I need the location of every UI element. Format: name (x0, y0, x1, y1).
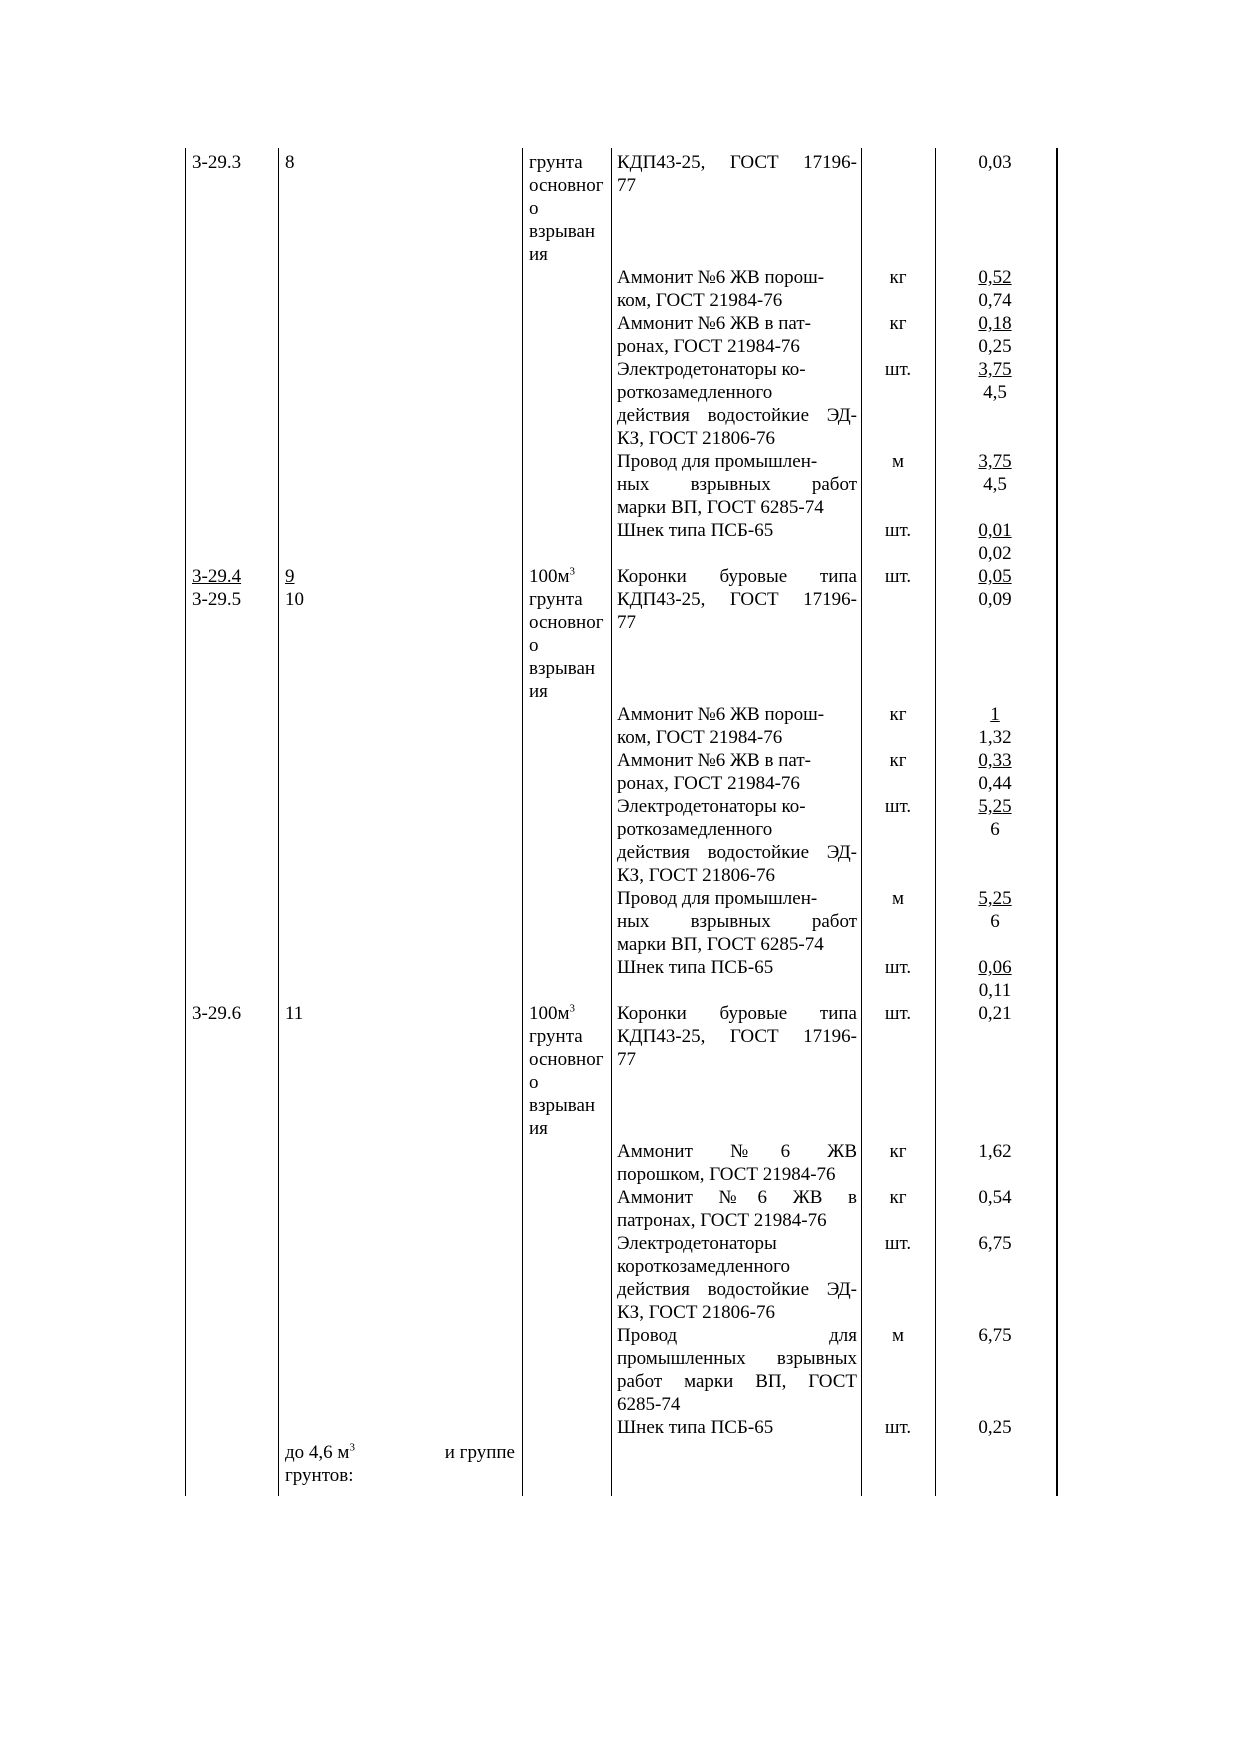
resource-unit: шт. (884, 1417, 912, 1438)
resource-line: 77 (617, 1049, 636, 1070)
resource-line: короткозамедленного (617, 1256, 790, 1277)
resource-line: КДП43-25, ГОСТ 17196- (617, 1026, 857, 1047)
norm-value-line: 5,25 (978, 796, 1012, 817)
unit-line: грунта (529, 589, 583, 610)
resource-name (617, 887, 857, 956)
resource-line: Электродетонаторы ко- (617, 796, 806, 817)
resource-name (617, 795, 857, 887)
norms-table (185, 148, 1060, 1496)
norm-value-line: 0,52 (978, 267, 1012, 288)
resource-line: марки ВП, ГОСТ 6285-74 (617, 934, 824, 955)
norm-value-line: 3,75 (978, 451, 1012, 472)
resource-line: ных взрывных работ (617, 911, 857, 932)
resource-line: Коронки буровые типа (617, 566, 857, 587)
resource-line: действия водостойкие ЭД- (617, 405, 857, 426)
position-number: 11 (285, 1003, 304, 1024)
norm-value: 0,25 (978, 1417, 1012, 1438)
resource-unit: шт. (884, 796, 912, 817)
resource-line: 77 (617, 175, 636, 196)
position-number (285, 565, 515, 611)
resource-line: Шнек типа ПСБ-65 (617, 957, 774, 978)
resource-name (617, 1186, 857, 1232)
resource-unit: шт. (884, 1003, 912, 1024)
norm-value-line: 5,25 (978, 888, 1012, 909)
position-code-line: 3-29.5 (192, 589, 242, 610)
unit-line: о (529, 1072, 539, 1093)
resource-line: ком, ГОСТ 21984-76 (617, 290, 783, 311)
unit-line: взрыван (529, 1095, 596, 1116)
footer-text: и группе (444, 1442, 515, 1463)
resource-unit: кг (889, 267, 907, 288)
resource-unit: шт. (884, 1233, 912, 1254)
resource-line: Шнек типа ПСБ-65 (617, 1417, 774, 1438)
unit-line: ия (529, 681, 548, 702)
unit-line: взрыван (529, 658, 596, 679)
norm-value (935, 703, 1055, 749)
unit-of-measure (529, 151, 607, 266)
norm-value-line: 0,02 (978, 543, 1012, 564)
norm-value-line: 0,18 (978, 313, 1012, 334)
resource-line: Электродетонаторы (617, 1233, 777, 1254)
unit-line: грунта (529, 152, 583, 173)
col-rule (1056, 148, 1058, 1496)
norm-value-line: 0,44 (978, 773, 1012, 794)
resource-line: Аммонит №6 ЖВ в пат- (617, 313, 811, 334)
resource-line: 6285-74 (617, 1394, 681, 1415)
norm-value (935, 749, 1055, 795)
resource-unit: кг (889, 704, 907, 725)
resource-line: Коронки буровые типа (617, 1003, 857, 1024)
position-code-line: 3-29.4 (192, 566, 242, 587)
unit-line (529, 565, 607, 588)
resource-line: КДП43-25, ГОСТ 17196- (617, 152, 857, 173)
resource-unit: шт. (884, 957, 912, 978)
unit-base: 100м (529, 566, 570, 587)
resource-name (617, 1232, 857, 1324)
unit-line: грунта (529, 1026, 583, 1047)
resource-name (617, 519, 857, 542)
norm-value-line: 0,01 (978, 520, 1012, 541)
resource-line: роткозамедленного (617, 819, 773, 840)
norm-value: 6,75 (978, 1325, 1012, 1346)
resource-line: Провод для промышлен- (617, 451, 818, 472)
resource-line: действия водостойкие ЭД- (617, 1279, 857, 1300)
unit-line: о (529, 198, 539, 219)
resource-unit: шт. (884, 359, 912, 380)
norm-value-line: 1,32 (978, 727, 1012, 748)
footer-volume (285, 1441, 355, 1464)
position-number-line: 9 (285, 566, 295, 587)
resource-unit: кг (889, 1187, 907, 1208)
resource-line: КЗ, ГОСТ 21806-76 (617, 1302, 776, 1323)
resource-line: Аммонит №6 ЖВ порош- (617, 267, 825, 288)
unit-line: взрыван (529, 221, 596, 242)
norm-value (935, 358, 1055, 404)
resource-line: Провод для (617, 1325, 857, 1346)
resource-line: роткозамедленного (617, 382, 773, 403)
norm-value-line: 0,05 (978, 566, 1012, 587)
resource-name (617, 956, 857, 979)
norm-value (935, 795, 1055, 841)
col-rule (611, 148, 612, 1496)
col-rule (522, 148, 523, 1496)
resource-name (617, 749, 857, 795)
resource-unit: шт. (884, 566, 912, 587)
unit-line: ия (529, 244, 548, 265)
norm-value-line: 4,5 (983, 474, 1007, 495)
position-code (192, 565, 272, 611)
resource-line: Аммонит №6 ЖВ (617, 1141, 857, 1162)
resource-line: КДП43-25, ГОСТ 17196- (617, 589, 857, 610)
resource-unit: кг (889, 750, 907, 771)
resource-line: Аммонит №6 ЖВ в пат- (617, 750, 811, 771)
norm-value: 0,54 (978, 1187, 1012, 1208)
resource-line: ных взрывных работ (617, 474, 857, 495)
resource-line: марки ВП, ГОСТ 6285-74 (617, 497, 824, 518)
norm-value-line: 0,25 (978, 336, 1012, 357)
footer-line: грунтов: (285, 1465, 354, 1486)
resource-unit: м (891, 451, 905, 472)
norm-value: 0,21 (978, 1003, 1012, 1024)
unit-of-measure (529, 565, 607, 703)
resource-name (617, 1140, 857, 1186)
resource-unit: м (891, 888, 905, 909)
norm-value-line: 0,74 (978, 290, 1012, 311)
footer-exponent: 3 (349, 1441, 355, 1454)
resource-name (617, 1324, 857, 1416)
resource-unit: кг (889, 1141, 907, 1162)
unit-line (529, 1002, 607, 1025)
resource-line: КЗ, ГОСТ 21806-76 (617, 428, 776, 449)
norm-value: 6,75 (978, 1233, 1012, 1254)
unit-line: основног (529, 1049, 604, 1070)
unit-line: о (529, 635, 539, 656)
norm-value (935, 956, 1055, 1002)
unit-of-measure (529, 1002, 607, 1140)
col-rule (185, 148, 186, 1496)
norm-value: 1,62 (978, 1141, 1012, 1162)
unit-line: основног (529, 612, 604, 633)
resource-name (617, 1002, 857, 1071)
resource-unit: шт. (884, 520, 912, 541)
resource-line: ронах, ГОСТ 21984-76 (617, 773, 800, 794)
norm-value (935, 450, 1055, 496)
resource-line: КЗ, ГОСТ 21806-76 (617, 865, 776, 886)
footer-line (285, 1441, 515, 1464)
norm-value-line: 0,09 (978, 589, 1012, 610)
resource-line: порошком, ГОСТ 21984-76 (617, 1164, 836, 1185)
resource-unit: кг (889, 313, 907, 334)
col-rule (861, 148, 862, 1496)
resource-name (617, 703, 857, 749)
position-code: 3-29.3 (192, 152, 242, 173)
resource-unit: м (891, 1325, 905, 1346)
resource-line: промышленных взрывных (617, 1348, 857, 1369)
resource-line: работ марки ВП, ГОСТ (617, 1371, 857, 1392)
resource-line: Электродетонаторы ко- (617, 359, 806, 380)
unit-line: основног (529, 175, 604, 196)
resource-name (617, 151, 857, 197)
norm-value-line: 4,5 (983, 382, 1007, 403)
norm-value (935, 887, 1055, 933)
norm-value-line: 3,75 (978, 359, 1012, 380)
norm-value-line: 0,11 (978, 980, 1012, 1001)
unit-exponent: 3 (569, 1002, 576, 1015)
norm-value: 0,03 (978, 152, 1012, 173)
resource-line: ронах, ГОСТ 21984-76 (617, 336, 800, 357)
norm-value-line: 6 (990, 819, 1000, 840)
resource-line: действия водостойкие ЭД- (617, 842, 857, 863)
norm-value (935, 565, 1055, 611)
resource-name (617, 266, 857, 312)
norm-value (935, 519, 1055, 565)
position-number-line: 10 (285, 589, 304, 610)
norm-value (935, 312, 1055, 358)
unit-line: ия (529, 1118, 548, 1139)
unit-base: 100м (529, 1003, 570, 1024)
norm-value-line: 0,33 (978, 750, 1012, 771)
resource-name (617, 358, 857, 450)
resource-line: Аммонит №6 ЖВ порош- (617, 704, 825, 725)
norm-value (935, 266, 1055, 312)
resource-name (617, 312, 857, 358)
unit-exponent: 3 (569, 565, 576, 578)
resource-name (617, 450, 857, 519)
resource-line: Шнек типа ПСБ-65 (617, 520, 774, 541)
footer-text: до 4,6 м (285, 1442, 350, 1463)
resource-name (617, 1416, 857, 1439)
resource-line: патронах, ГОСТ 21984-76 (617, 1210, 827, 1231)
position-number: 8 (285, 152, 295, 173)
resource-line: Провод для промышлен- (617, 888, 818, 909)
norm-value-line: 1 (990, 704, 1000, 725)
resource-line: Аммонит №6 ЖВ в (617, 1187, 857, 1208)
resource-name (617, 565, 857, 634)
position-code: 3-29.6 (192, 1003, 242, 1024)
col-rule (278, 148, 279, 1496)
resource-line: ком, ГОСТ 21984-76 (617, 727, 783, 748)
norm-value-line: 0,06 (978, 957, 1012, 978)
norm-value-line: 6 (990, 911, 1000, 932)
resource-line: 77 (617, 612, 636, 633)
